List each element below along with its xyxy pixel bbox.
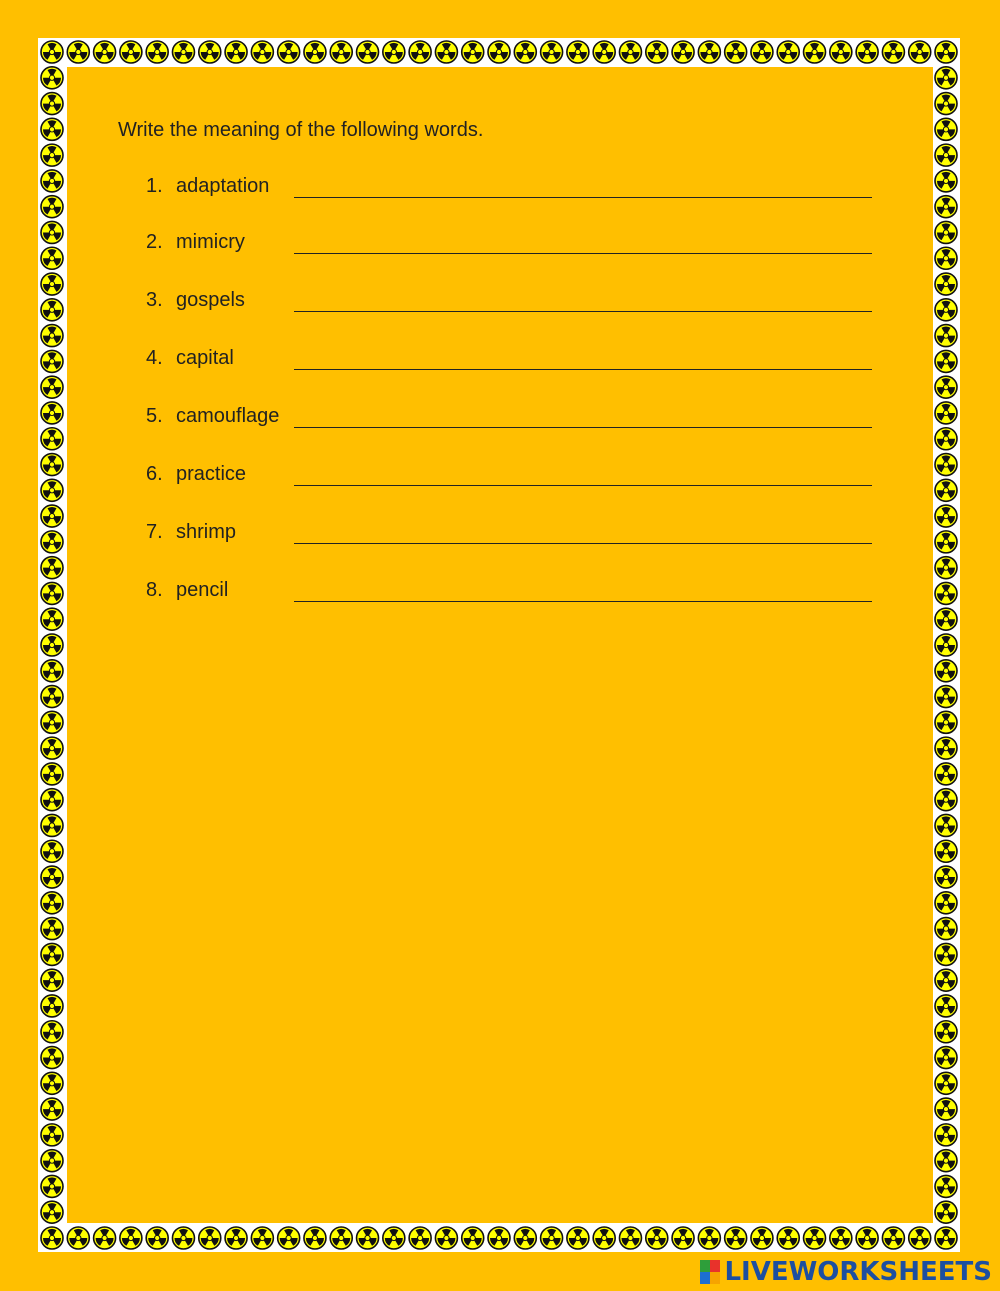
radiation-symbol-icon — [672, 1227, 694, 1249]
radiation-symbol-icon — [514, 1227, 536, 1249]
item-word: capital — [176, 347, 234, 369]
radiation-symbol-icon — [935, 918, 957, 940]
item-word: gospels — [176, 289, 245, 311]
radiation-symbol-icon — [41, 505, 63, 527]
radiation-symbol-icon — [304, 41, 326, 63]
radiation-symbol-icon — [41, 608, 63, 630]
radiation-symbol-icon — [41, 350, 63, 372]
radiation-symbol-icon — [619, 41, 641, 63]
radiation-symbol-icon — [935, 634, 957, 656]
radiation-symbol-icon — [593, 41, 615, 63]
radiation-symbol-icon — [935, 1047, 957, 1069]
radiation-symbol-icon — [199, 1227, 221, 1249]
radiation-symbol-icon — [41, 1201, 63, 1223]
radiation-symbol-icon — [935, 892, 957, 914]
radiation-symbol-icon — [41, 557, 63, 579]
radiation-symbol-icon — [357, 1227, 379, 1249]
radiation-symbol-icon — [935, 1227, 957, 1249]
radiation-symbol-icon — [146, 1227, 168, 1249]
radiation-symbol-icon — [698, 41, 720, 63]
radiation-symbol-icon — [935, 608, 957, 630]
radiation-symbol-icon — [41, 969, 63, 991]
radiation-symbol-icon — [909, 1227, 931, 1249]
instruction-text: Write the meaning of the following words. — [118, 119, 484, 141]
answer-line[interactable] — [294, 197, 872, 198]
radiation-symbol-icon — [225, 41, 247, 63]
radiation-symbol-icon — [41, 1175, 63, 1197]
radiation-symbol-icon — [567, 41, 589, 63]
radiation-symbol-icon — [41, 918, 63, 940]
radiation-symbol-icon — [94, 41, 116, 63]
radiation-symbol-icon — [41, 325, 63, 347]
item-number: 2. — [146, 231, 163, 253]
radiation-symbol-icon — [935, 1175, 957, 1197]
radiation-symbol-icon — [330, 41, 352, 63]
radiation-symbol-icon — [856, 41, 878, 63]
radiation-symbol-icon — [41, 118, 63, 140]
item-word: camouflage — [176, 405, 280, 427]
radiation-symbol-icon — [409, 1227, 431, 1249]
radiation-symbol-icon — [41, 299, 63, 321]
radiation-symbol-icon — [935, 67, 957, 89]
radiation-symbol-icon — [882, 1227, 904, 1249]
radiation-symbol-icon — [41, 247, 63, 269]
radiation-symbol-icon — [935, 376, 957, 398]
radiation-symbol-icon — [172, 41, 194, 63]
radiation-symbol-icon — [777, 41, 799, 63]
liveworksheets-logo-icon — [700, 1260, 720, 1284]
radiation-symbol-icon — [41, 428, 63, 450]
radiation-symbol-icon — [935, 350, 957, 372]
item-number: 5. — [146, 405, 163, 427]
radiation-symbol-icon — [409, 41, 431, 63]
radiation-symbol-icon — [935, 531, 957, 553]
radiation-symbol-icon — [619, 1227, 641, 1249]
radiation-symbol-icon — [725, 1227, 747, 1249]
radiation-symbol-icon — [935, 969, 957, 991]
answer-line[interactable] — [294, 601, 872, 602]
radiation-symbol-icon — [777, 1227, 799, 1249]
radiation-symbol-icon — [41, 582, 63, 604]
item-number: 6. — [146, 463, 163, 485]
radiation-symbol-icon — [41, 1072, 63, 1094]
radiation-symbol-icon — [41, 41, 63, 63]
radiation-symbol-icon — [435, 41, 457, 63]
radiation-symbol-icon — [935, 505, 957, 527]
radiation-symbol-icon — [593, 1227, 615, 1249]
item-word: shrimp — [176, 521, 237, 543]
liveworksheets-logo — [700, 1257, 992, 1287]
radiation-symbol-icon — [856, 1227, 878, 1249]
radiation-symbol-icon — [698, 1227, 720, 1249]
radiation-symbol-icon — [935, 196, 957, 218]
radiation-symbol-icon — [935, 995, 957, 1017]
radiation-symbol-icon — [646, 41, 668, 63]
radiation-symbol-icon — [541, 1227, 563, 1249]
item-number: 8. — [146, 579, 163, 601]
radiation-symbol-icon — [935, 763, 957, 785]
answer-line[interactable] — [294, 369, 872, 370]
radiation-symbol-icon — [935, 1021, 957, 1043]
answer-line[interactable] — [294, 253, 872, 254]
radiation-symbol-icon — [488, 41, 510, 63]
radiation-symbol-icon — [383, 41, 405, 63]
radiation-symbol-icon — [41, 454, 63, 476]
radiation-symbol-icon — [804, 41, 826, 63]
radiation-symbol-icon — [120, 1227, 142, 1249]
radiation-symbol-icon — [935, 325, 957, 347]
radiation-symbol-icon — [935, 686, 957, 708]
item-number: 4. — [146, 347, 163, 369]
radiation-symbol-icon — [935, 840, 957, 862]
radiation-symbol-icon — [41, 814, 63, 836]
radiation-symbol-icon — [646, 1227, 668, 1249]
radiation-symbol-icon — [41, 634, 63, 656]
answer-line[interactable] — [294, 543, 872, 544]
radiation-symbol-icon — [462, 1227, 484, 1249]
radiation-symbol-icon — [41, 67, 63, 89]
radiation-symbol-icon — [41, 660, 63, 682]
radiation-symbol-icon — [357, 41, 379, 63]
item-word: pencil — [176, 579, 229, 601]
radiation-symbol-icon — [41, 144, 63, 166]
radiation-symbol-icon — [41, 531, 63, 553]
radiation-symbol-icon — [41, 1227, 63, 1249]
radiation-symbol-icon — [935, 814, 957, 836]
item-word: mimicry — [176, 231, 245, 253]
radiation-symbol-icon — [567, 1227, 589, 1249]
radiation-symbol-icon — [882, 41, 904, 63]
radiation-symbol-icon — [435, 1227, 457, 1249]
radiation-symbol-icon — [41, 1150, 63, 1172]
radiation-symbol-icon — [935, 1201, 957, 1223]
radiation-symbol-icon — [41, 840, 63, 862]
radiation-symbol-icon — [935, 582, 957, 604]
radiation-symbol-icon — [41, 273, 63, 295]
radiation-symbol-icon — [830, 1227, 852, 1249]
radiation-symbol-icon — [146, 41, 168, 63]
radiation-symbol-icon — [172, 1227, 194, 1249]
radiation-symbol-icon — [488, 1227, 510, 1249]
radiation-symbol-icon — [725, 41, 747, 63]
radiation-symbol-icon — [41, 892, 63, 914]
radiation-symbol-icon — [751, 41, 773, 63]
radiation-symbol-icon — [41, 943, 63, 965]
radiation-symbol-icon — [304, 1227, 326, 1249]
radiation-symbol-icon — [41, 1021, 63, 1043]
radiation-symbol-icon — [41, 93, 63, 115]
radiation-symbol-icon — [67, 41, 89, 63]
radiation-symbol-icon — [41, 866, 63, 888]
radiation-symbol-icon — [935, 428, 957, 450]
radiation-symbol-icon — [41, 170, 63, 192]
radiation-symbol-icon — [41, 737, 63, 759]
radiation-symbol-icon — [514, 41, 536, 63]
radiation-symbol-icon — [41, 196, 63, 218]
radiation-symbol-icon — [935, 247, 957, 269]
radiation-symbol-icon — [935, 402, 957, 424]
radiation-symbol-icon — [935, 1072, 957, 1094]
radiation-symbol-icon — [67, 1227, 89, 1249]
radiation-symbol-icon — [935, 711, 957, 733]
radiation-symbol-icon — [330, 1227, 352, 1249]
item-word: adaptation — [176, 175, 270, 197]
radiation-symbol-icon — [935, 1098, 957, 1120]
radiation-symbol-icon — [935, 866, 957, 888]
liveworksheets-wordmark: LIVEWORKSHEETS — [724, 1257, 992, 1287]
radiation-symbol-icon — [830, 41, 852, 63]
radiation-symbol-icon — [94, 1227, 116, 1249]
item-word: practice — [176, 463, 247, 485]
item-number: 7. — [146, 521, 163, 543]
item-number: 3. — [146, 289, 163, 311]
radiation-symbol-icon — [935, 660, 957, 682]
radiation-symbol-icon — [41, 1047, 63, 1069]
radiation-symbol-icon — [935, 118, 957, 140]
radiation-symbol-icon — [935, 737, 957, 759]
radiation-symbol-icon — [41, 995, 63, 1017]
radiation-symbol-icon — [935, 41, 957, 63]
radiation-symbol-icon — [41, 1124, 63, 1146]
radiation-symbol-icon — [278, 1227, 300, 1249]
radiation-symbol-icon — [41, 1098, 63, 1120]
radiation-symbol-icon — [935, 144, 957, 166]
radiation-symbol-icon — [541, 41, 563, 63]
radiation-symbol-icon — [935, 170, 957, 192]
radiation-symbol-icon — [462, 41, 484, 63]
radiation-symbol-icon — [41, 479, 63, 501]
radiation-symbol-icon — [251, 41, 273, 63]
radiation-symbol-icon — [909, 41, 931, 63]
radiation-symbol-icon — [935, 299, 957, 321]
radiation-symbol-icon — [935, 221, 957, 243]
radiation-symbol-icon — [41, 686, 63, 708]
radiation-symbol-icon — [751, 1227, 773, 1249]
radiation-symbol-icon — [935, 557, 957, 579]
radiation-symbol-icon — [935, 943, 957, 965]
radiation-symbol-icon — [804, 1227, 826, 1249]
radiation-symbol-icon — [41, 402, 63, 424]
item-number: 1. — [146, 175, 163, 197]
radiation-symbol-icon — [225, 1227, 247, 1249]
radiation-symbol-icon — [278, 41, 300, 63]
radiation-symbol-icon — [41, 221, 63, 243]
radiation-symbol-icon — [120, 41, 142, 63]
answer-line[interactable] — [294, 311, 872, 312]
radiation-symbol-icon — [41, 711, 63, 733]
radiation-symbol-icon — [199, 41, 221, 63]
radiation-symbol-icon — [935, 273, 957, 295]
radiation-symbol-icon — [41, 763, 63, 785]
radiation-symbol-icon — [672, 41, 694, 63]
answer-line[interactable] — [294, 485, 872, 486]
radiation-symbol-icon — [935, 1150, 957, 1172]
radiation-symbol-icon — [935, 1124, 957, 1146]
radiation-symbol-icon — [935, 479, 957, 501]
radiation-symbol-icon — [41, 376, 63, 398]
radiation-symbol-icon — [383, 1227, 405, 1249]
answer-line[interactable] — [294, 427, 872, 428]
radiation-symbol-icon — [41, 789, 63, 811]
radiation-symbol-icon — [935, 454, 957, 476]
radiation-symbol-icon — [935, 789, 957, 811]
radiation-symbol-icon — [251, 1227, 273, 1249]
radiation-symbol-icon — [935, 93, 957, 115]
